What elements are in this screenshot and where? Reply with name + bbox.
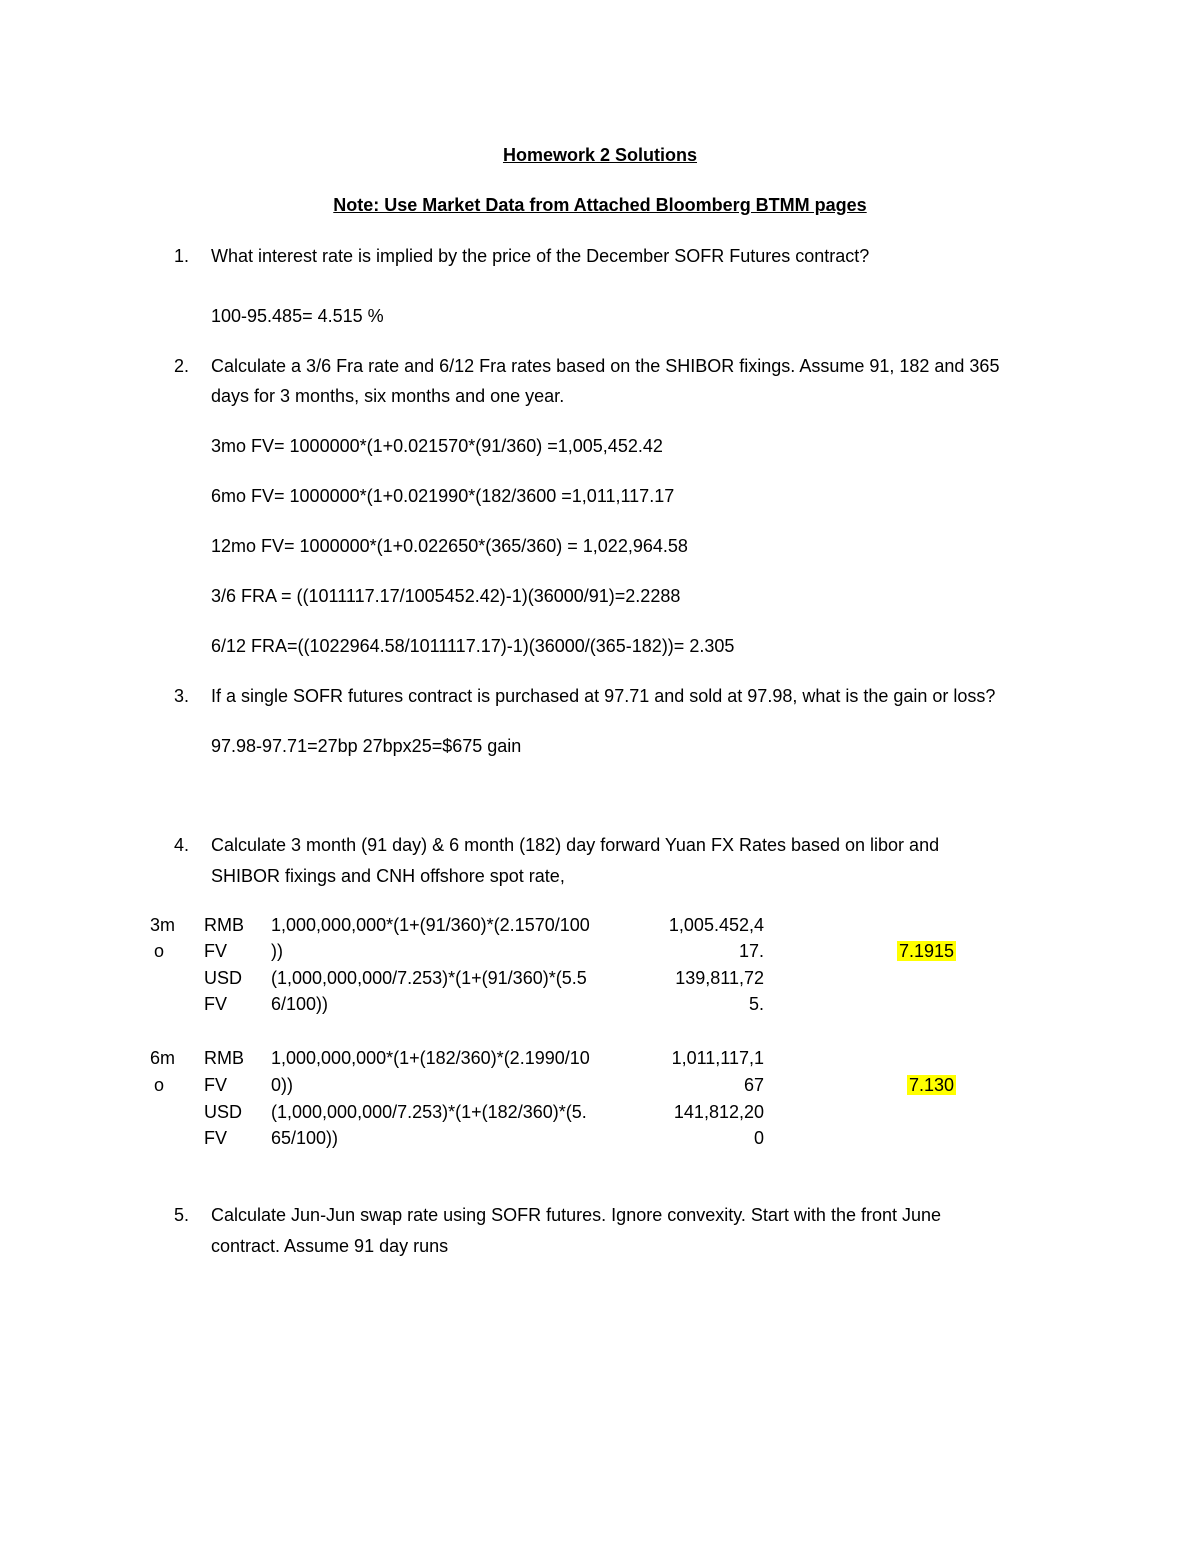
question-2-calc-3mo: 3mo FV= 1000000*(1+0.021570*(91/360) =1,005,452.42 [211,436,663,456]
rmb-fv-label: RMB [204,1048,244,1068]
rmb-fv-value: 1,011,117,1 [671,1048,764,1068]
forward-rate-value [850,1072,956,1098]
rmb-fv-formula: 1,000,000,000*(1+(182/360)*(2.1990/10 [271,1048,590,1068]
rmb-fv-formula: )) [271,941,283,961]
page-title: Homework 2 Solutions [502,145,698,165]
question-3-answer: 97.98-97.71=27bp 27bpx25=$675 gain [211,736,522,756]
rmb-fv-value: 17. [738,941,764,961]
usd-fv-label: USD [204,1102,243,1122]
rmb-fv-value: 67 [743,1075,764,1095]
period-label: o [154,941,165,961]
question-2-calc-6-12-fra: 6/12 FRA=((1022964.58/1011117.17)-1)(36000/(365-182))= 2.305 [211,636,735,656]
question-2-text-line2: days for 3 months, six months and one year. [211,386,565,406]
rmb-fv-label: FV [204,941,228,961]
period-label: o [154,1075,165,1095]
question-2-calc-3-6-fra: 3/6 FRA = ((1011117.17/1005452.42)-1)(36000/91)=2.2288 [211,586,681,606]
question-1-number: 1. [174,246,190,266]
usd-fv-formula: (1,000,000,000/7.253)*(1+(182/360)*(5. [271,1102,587,1122]
question-4-number: 4. [174,835,190,855]
question-5-text-line2: contract. Assume 91 day runs [211,1236,449,1256]
question-2-text-line1: Calculate a 3/6 Fra rate and 6/12 Fra rates based on the SHIBOR fixings. Assume 91, 182 and 365 [211,356,1000,376]
usd-fv-value: 139,811,72 [675,968,764,988]
rmb-fv-label: FV [204,1075,228,1095]
usd-fv-value: 5. [748,994,764,1014]
forward-rate-value [850,938,956,964]
question-4-text-line2: SHIBOR fixings and CNH offshore spot rate, [211,866,565,886]
question-2-calc-6mo: 6mo FV= 1000000*(1+0.021990*(182/3600 =1,011,117.17 [211,486,675,506]
usd-fv-formula: (1,000,000,000/7.253)*(1+(91/360)*(5.5 [271,968,587,988]
rmb-fv-value: 1,005.452,4 [668,915,764,935]
question-3-text: If a single SOFR futures contract is purchased at 97.71 and sold at 97.98, what is the gain or loss? [211,686,996,706]
period-label: 3m [150,915,176,935]
usd-fv-label: USD [204,968,243,988]
usd-fv-value: 0 [753,1128,764,1148]
usd-fv-formula: 65/100)) [271,1128,339,1148]
usd-fv-formula: 6/100)) [271,994,329,1014]
question-1-text: What interest rate is implied by the price of the December SOFR Futures contract? [211,246,870,266]
forward-rate-highlight: 7.130 [908,1075,954,1095]
usd-fv-value: 141,812,20 [673,1102,764,1122]
period-label: 6m [150,1048,176,1068]
rmb-fv-label: RMB [204,915,244,935]
question-3-number: 3. [174,686,190,706]
question-2-number: 2. [174,356,190,376]
question-4-text-line1: Calculate 3 month (91 day) & 6 month (182) day forward Yuan FX Rates based on libor and [211,835,940,855]
question-2-calc-12mo: 12mo FV= 1000000*(1+0.022650*(365/360) = 1,022,964.58 [211,536,688,556]
rmb-fv-formula: 1,000,000,000*(1+(91/360)*(2.1570/100 [271,915,590,935]
question-5-text-line1: Calculate Jun-Jun swap rate using SOFR futures. Ignore convexity. Start with the front June [211,1205,942,1225]
usd-fv-label: FV [204,1128,228,1148]
usd-fv-label: FV [204,994,228,1014]
question-1-answer: 100-95.485= 4.515 % [211,306,384,326]
question-5-number: 5. [174,1205,190,1225]
forward-rate-highlight: 7.1915 [898,941,954,961]
rmb-fv-formula: 0)) [271,1075,293,1095]
market-data-note: Note: Use Market Data from Attached Bloomberg BTMM pages [333,195,867,215]
